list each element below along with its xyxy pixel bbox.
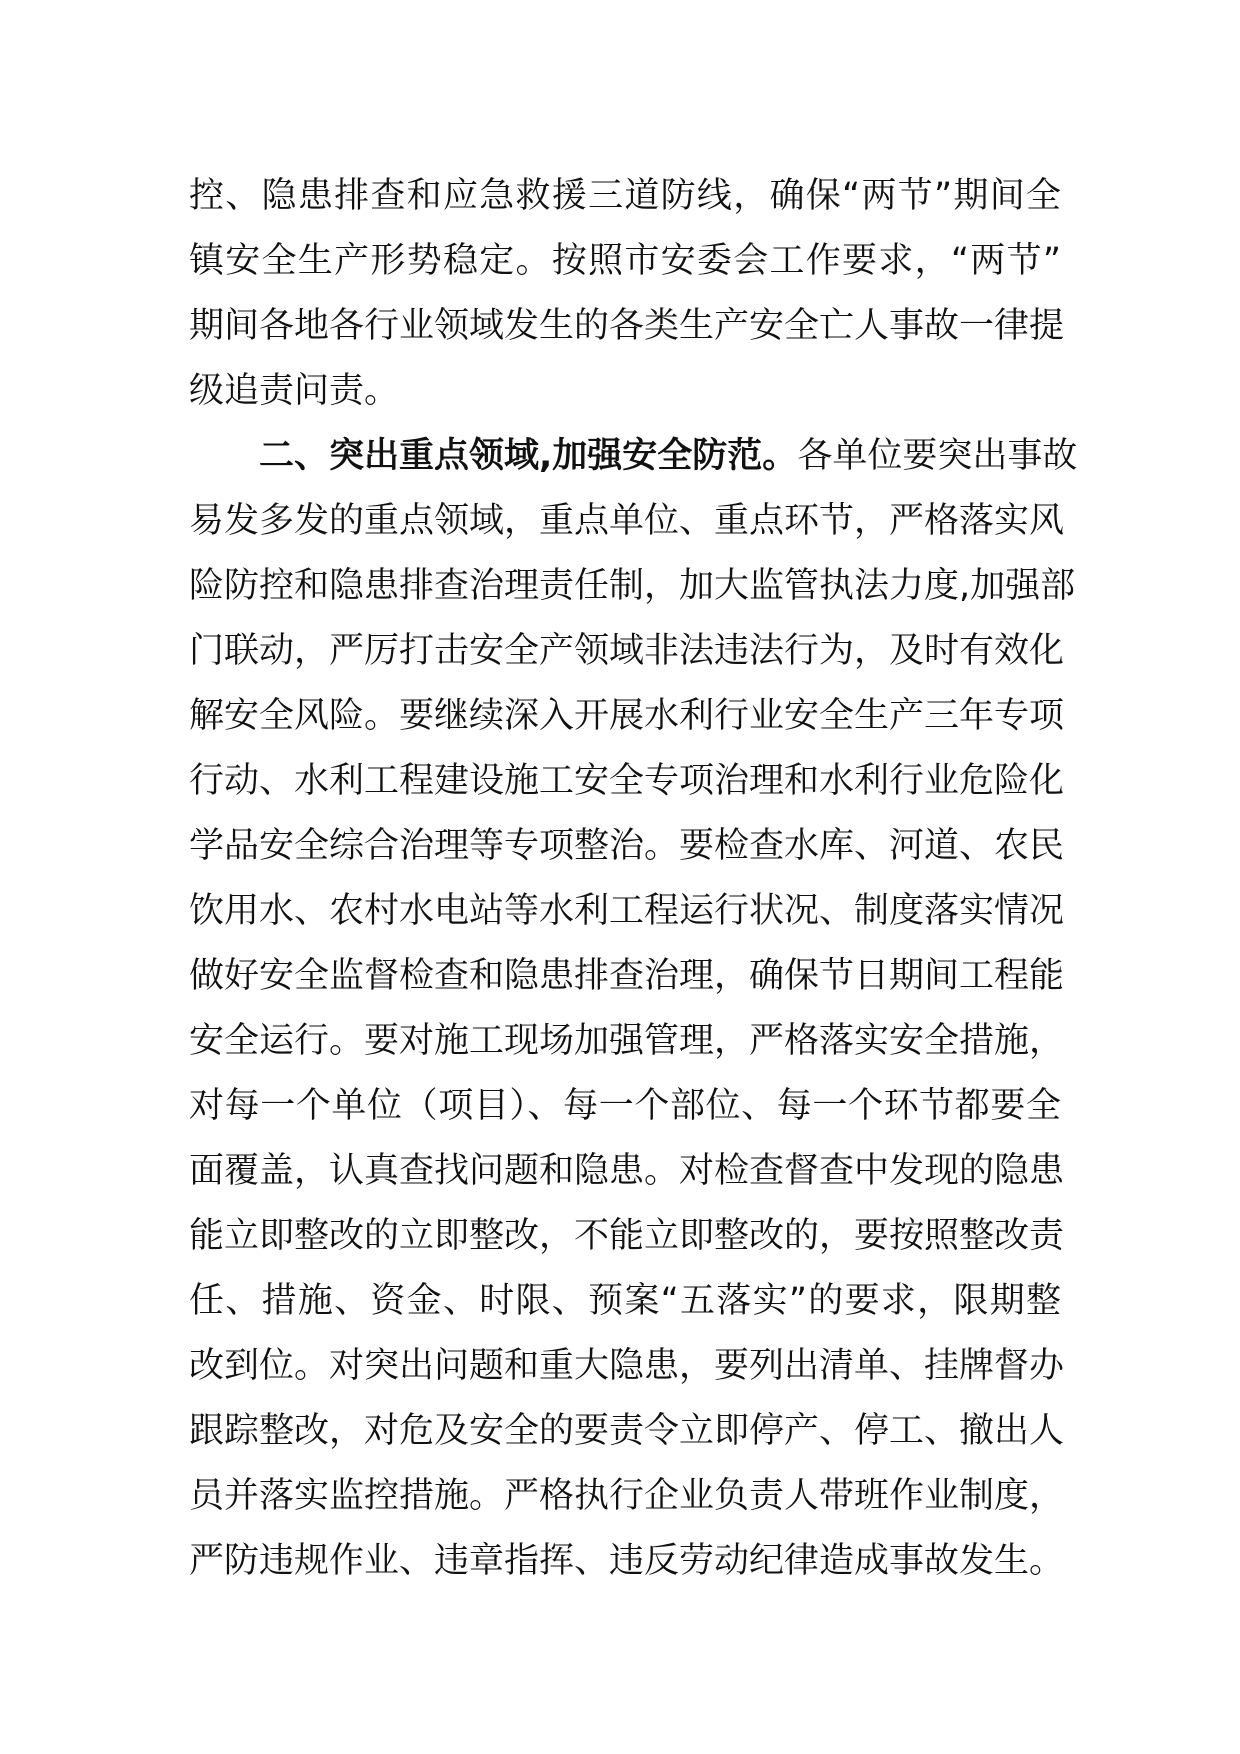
text-line: 险防控和隐患排查治理责任制，加大监管执法力度,加强部 [189, 566, 1076, 606]
section-2-heading: 二、突出重点领域,加强安全防范。 [259, 436, 798, 476]
text-line: 改到位。对突出问题和重大隐患，要列出清单、挂牌督办 [189, 1346, 1065, 1386]
text-line: 对每一个单位（项目）、每一个部位、每一个环节都要全 [189, 1086, 1061, 1126]
text-line: 解安全风险。要继续深入开展水利行业安全生产三年专项 [189, 696, 1065, 736]
text-line: 控、隐患排查和应急救援三道防线，确保“两节”期间全 [189, 176, 1061, 216]
text-line: 跟踪整改，对危及安全的要责令立即停产、停工、撤出人 [189, 1411, 1065, 1451]
text-line: 行动、水利工程建设施工安全专项治理和水利行业危险化 [189, 761, 1065, 801]
text-line: 易发多发的重点领域，重点单位、重点环节，严格落实风 [189, 501, 1065, 541]
text-line: 饮用水、农村水电站等水利工程运行状况、制度落实情况 [189, 891, 1065, 931]
text-line: 严防违规作业、违章指挥、违反劳动纪律造成事故发生。 [189, 1541, 1065, 1581]
text-line: 学品安全综合治理等专项整治。要检查水库、河道、农民 [189, 826, 1065, 866]
text-line: 面覆盖，认真查找问题和隐患。对检查督查中发现的隐患 [189, 1151, 1065, 1191]
text-line: 门联动，严厉打击安全产领域非法违法行为，及时有效化 [189, 631, 1065, 671]
paragraph-section-2 [189, 424, 1078, 1594]
paragraph-1 [189, 164, 1065, 424]
text-line: 做好安全监督检查和隐患排查治理，确保节日期间工程能 [189, 956, 1065, 996]
text-line: 镇安全生产形势稳定。按照市安委会工作要求，“两节” [189, 241, 1061, 281]
section-2-first-line [189, 424, 1078, 489]
text-line: 能立即整改的立即整改，不能立即整改的，要按照整改责 [189, 1216, 1065, 1256]
text-line: 期间各地各行业领域发生的各类生产安全亡人事故一律提 [189, 306, 1065, 346]
text-line: 级追责问责。 [189, 371, 400, 411]
text-line: 安全运行。要对施工现场加强管理，严格落实安全措施， [189, 1021, 1065, 1061]
document-body [189, 164, 1078, 1594]
text-line: 员并落实监控措施。严格执行企业负责人带班作业制度， [189, 1476, 1065, 1516]
section-2-first-line-text: 各单位要突出事故 [797, 436, 1078, 476]
text-line: 任、措施、资金、时限、预案“五落实”的要求，限期整 [189, 1281, 1061, 1321]
